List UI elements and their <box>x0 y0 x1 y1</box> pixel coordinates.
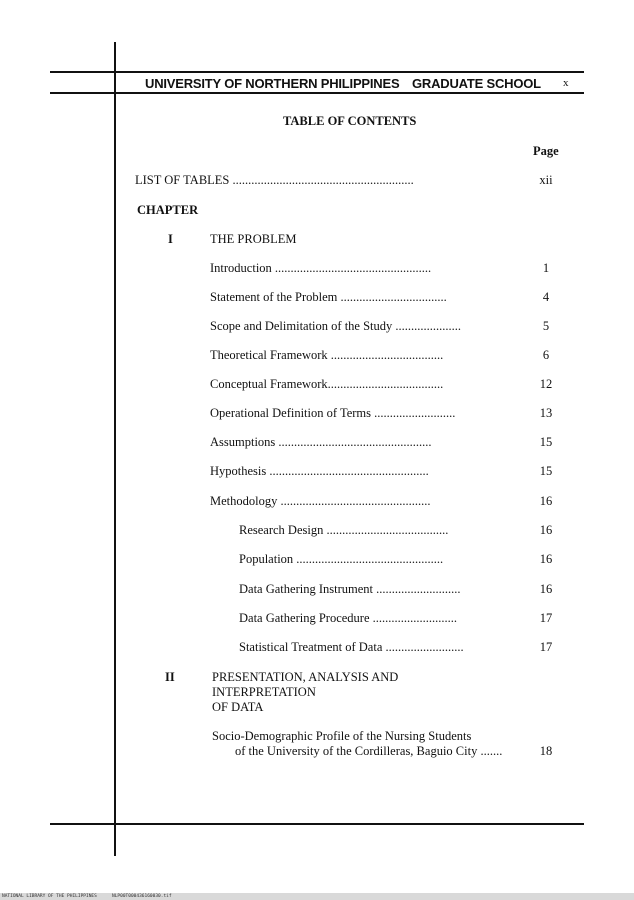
toc-entry: Operational Definition of Terms .......................... <box>210 406 456 420</box>
toc-subentry: Data Gathering Instrument ........................... <box>239 582 461 596</box>
toc-page: 5 <box>542 319 550 333</box>
toc-entry-list-of-tables: LIST OF TABLES .......................................................... <box>135 173 414 187</box>
chapter-title-2-line2: INTERPRETATION <box>212 685 316 699</box>
toc-subentry: Statistical Treatment of Data ......................... <box>239 640 464 654</box>
toc-entry: Theoretical Framework .................................... <box>210 348 444 362</box>
toc-page-list-of-tables: xii <box>539 173 553 187</box>
toc-entry: Assumptions ................................................. <box>210 435 432 449</box>
toc-entry-socio-demographic-line1: Socio-Demographic Profile of the Nursing Students <box>212 729 472 743</box>
chapter-title-1: THE PROBLEM <box>210 232 297 246</box>
university-name: UNIVERSITY OF NORTHERN PHILIPPINES <box>145 76 400 91</box>
toc-entry: Introduction .................................................. <box>210 261 432 275</box>
toc-page: 17 <box>539 640 553 654</box>
toc-subentry: Population ............................................... <box>239 552 444 566</box>
chapter-numeral-2: II <box>165 670 175 684</box>
chapter-heading: CHAPTER <box>137 203 199 217</box>
left-margin-line <box>114 42 116 856</box>
toc-entry: Hypothesis ................................................... <box>210 464 429 478</box>
school-name: GRADUATE SCHOOL <box>412 76 541 91</box>
header-rule-bottom <box>50 92 584 94</box>
footer-rule <box>50 823 584 825</box>
toc-page: 4 <box>542 290 550 304</box>
toc-page: 16 <box>539 582 553 596</box>
chapter-title-2-line3: OF DATA <box>212 700 264 714</box>
toc-entry: Methodology ................................................ <box>210 494 431 508</box>
toc-page: 6 <box>542 348 550 362</box>
toc-page: 15 <box>539 464 553 478</box>
toc-page: 15 <box>539 435 553 449</box>
chapter-title-2-line1: PRESENTATION, ANALYSIS AND <box>212 670 399 684</box>
header-rule-top <box>50 71 584 73</box>
library-credit: NATIONAL LIBRARY OF THE PHILIPPINES <box>2 894 97 899</box>
toc-entry: Scope and Delimitation of the Study ..................... <box>210 319 462 333</box>
toc-entry-socio-demographic-line2: of the University of the Cordilleras, Baguio City ....... <box>235 744 503 758</box>
toc-entry: Statement of the Problem .................................. <box>210 290 447 304</box>
toc-title: TABLE OF CONTENTS <box>283 114 417 128</box>
toc-page: 1 <box>542 261 550 275</box>
toc-subentry: Data Gathering Procedure ........................... <box>239 611 457 625</box>
chapter-numeral-1: I <box>168 232 173 246</box>
toc-page: 17 <box>539 611 553 625</box>
toc-page: 12 <box>539 377 553 391</box>
toc-page: 16 <box>539 523 553 537</box>
toc-page-socio-demographic: 18 <box>539 744 553 758</box>
toc-page: 16 <box>539 494 553 508</box>
page-column-heading: Page <box>533 144 559 158</box>
toc-page: 13 <box>539 406 553 420</box>
page-number: x <box>563 77 569 89</box>
toc-entry: Conceptual Framework..................................... <box>210 377 444 391</box>
toc-page: 16 <box>539 552 553 566</box>
toc-subentry: Research Design ....................................... <box>239 523 449 537</box>
scan-file-code: NLP00T000436160030.tif <box>112 894 172 899</box>
